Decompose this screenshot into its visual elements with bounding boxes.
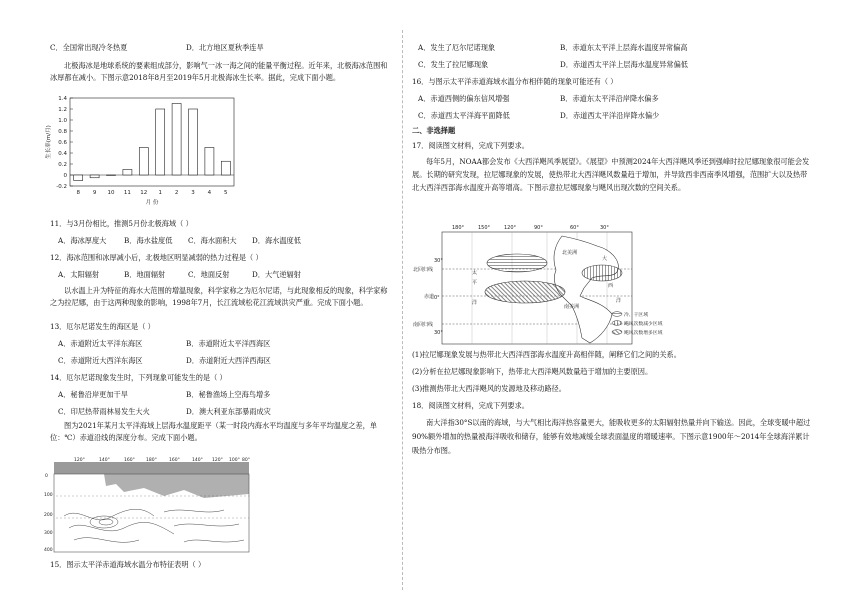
- q12-option-d: D．大气逆辐射: [252, 270, 301, 279]
- q10-option-c: C．全国常出现冷冬热夏: [50, 43, 128, 52]
- map-label-atlantic-3: 洋: [616, 298, 622, 304]
- hurricane-decrease-zone: [582, 265, 622, 281]
- bar: [74, 175, 83, 181]
- legend-hurricane-decrease: 飓风次数减少区域: [624, 322, 663, 327]
- y-tick-label: 1.4: [58, 95, 67, 102]
- x-tick-label: 1: [158, 190, 162, 196]
- sea-ice-growth-chart: [42, 92, 242, 214]
- bottom-map-lon-6: 140°: [192, 458, 203, 463]
- x-tick-label: 2: [174, 190, 179, 196]
- q14-option-d: D．澳大利亚东部暴雨成灾: [186, 407, 271, 416]
- x-tick-label: 3: [191, 190, 195, 196]
- map-label-pacific-3: 洋: [472, 300, 478, 306]
- y-tick-label: 0.6: [58, 139, 67, 146]
- q16-option-d: D．赤道西太平洋沿岸降水偏少: [560, 111, 660, 120]
- y-tick-label: 0.4: [58, 150, 67, 157]
- q15-option-c: C．发生了拉尼娜现象: [418, 60, 489, 69]
- x-tick-label: 8: [76, 190, 80, 196]
- q13-question: 13．厄尔尼诺发生的海区是（ ）: [50, 322, 155, 331]
- bottom-map-depth-400: 400: [44, 548, 53, 553]
- q17-sub-2: (2)分析在拉尼娜现象影响下，热带北大西洋飓风数量趋于增加的主要原因。: [412, 367, 653, 376]
- map-lon-150: 150°: [478, 225, 491, 231]
- bottom-map-lon-8: 100°: [229, 458, 240, 463]
- column-divider: [402, 30, 403, 590]
- q18-text: 南大洋指30°S以南的海域，与大气相比海洋热容量更大，能吸收更多的太阳辐射热量并向下输送。因此，全球变暖中超过90%额外增加的热量被海洋吸收和储存，能够有效地减缓全球表面温度的增暖速率。下图示意1900年～2014年全球海洋累计吸热分布图。: [412, 418, 811, 455]
- q12-option-b: B．地面辐射: [124, 270, 166, 279]
- q11-option-b: B．海水盐度低: [124, 236, 173, 245]
- q11-option-d: D．海水温度低: [252, 236, 301, 245]
- q10-option-d: D．北方地区夏秋季连旱: [186, 43, 264, 52]
- q17-sub-1: (1)拉尼娜现象发展与热带北大西洋西部海水温度升高相伴随，阐释它们之间的关系。: [412, 350, 681, 359]
- legend-dry: 冷、干区域: [624, 313, 648, 318]
- bar: [205, 148, 214, 176]
- q13-option-d: D．赤道附近大西洋西海区: [186, 356, 271, 365]
- q18-question: 18．阅读图文材料，完成下列要求。: [412, 401, 529, 410]
- bottom-map-depth-100: 100: [44, 493, 53, 498]
- bottom-map-lon-9: 80°: [242, 458, 250, 463]
- map-lon-30: 30°: [600, 225, 609, 231]
- q15-option-a: A．发生了厄尔尼诺现象: [418, 43, 496, 52]
- hurricane-increase-zone: [485, 281, 565, 303]
- x-tick-label: 11: [123, 190, 131, 196]
- map-label-equator: 赤道: [424, 294, 435, 300]
- map-label-atlantic-1: 大: [602, 256, 608, 262]
- bottom-map-lon-2: 140°: [99, 458, 110, 463]
- map-label-pacific-1: 太: [472, 270, 478, 276]
- q17-text: 每年5月，NOAA都会发布《大西洋飓风季展望》。《展望》中预测2024年大西洋飓风季还到强峰时拉尼娜现象很可能会发展。长期的研究发现，拉尼娜现象的发展，使热带北大西洋飓风数量趋于增加，并导致西非西南季风增强，范围扩大以及热带北大西洋西部海水温度升高等增高。下图示意拉尼娜现象与飓风出现次数的空间关系。: [412, 157, 810, 192]
- q15-option-b: B．赤道东太平洋上层海水温度异常偏高: [560, 43, 688, 52]
- map-lat-30n: 30°: [434, 258, 443, 264]
- bottom-map-lon-3: 160°: [124, 458, 135, 463]
- bar: [90, 175, 99, 178]
- bar: [188, 109, 197, 175]
- map-label-atlantic-2: 西: [608, 283, 614, 289]
- bottom-map-lon-1: 120°: [74, 458, 85, 463]
- map-lon-120: 120°: [504, 225, 517, 231]
- x-tick-label: 10: [107, 190, 115, 196]
- q14-option-b: B．秘鲁渔场上空海鸟增多: [186, 390, 271, 399]
- map-lon-90: 90°: [534, 225, 543, 231]
- bottom-map-lon-4: 180°: [146, 458, 157, 463]
- map-label-pacific-2: 平: [472, 280, 478, 286]
- x-axis-label: 月 份: [145, 200, 159, 206]
- x-tick-label: 9: [92, 190, 97, 196]
- q14-question: 14．厄尔尼诺现象发生时，下列现象可能发生的是（ ）: [50, 373, 227, 382]
- bar: [123, 170, 132, 176]
- q14-option-a: A．秘鲁沿岸更加干旱: [58, 390, 128, 399]
- x-tick-label: 5: [224, 190, 228, 196]
- q13-option-b: B．赤道附近太平洋西海区: [186, 339, 271, 348]
- q16-option-c: C．赤道西太平洋海平面降低: [418, 111, 510, 120]
- bar: [139, 148, 148, 176]
- y-axis-label: 生长率(m/月): [46, 125, 52, 159]
- bar: [221, 161, 230, 175]
- q16-question: 16．与图示太平洋赤道海域水温分布相伴随的现象可能还有（ ）: [412, 77, 618, 86]
- bottom-map-lon-5: 160°: [169, 458, 180, 463]
- arctic-intro: 北极海冰是地球系统的要素组成部分，影响气一冰一海之间的能量平衡过程。近年来，北极海冰范围和冰厚都在减小。下图示意2018年8月至2019年5月北极海冰生长率。据此，完成下面小题。: [50, 61, 388, 82]
- map-label-tropic-capricorn: 南回归线: [413, 322, 434, 328]
- map-lat-0: 0°: [434, 295, 440, 301]
- q12-question: 12．海冰范围和冰厚减小后，北极地区明显减弱的热力过程是（ ）: [50, 253, 263, 262]
- bottom-map-depth-200: 200: [44, 513, 53, 518]
- q17-question: 17．阅读图文材料，完成下列要求。: [412, 141, 529, 150]
- bar: [156, 109, 165, 175]
- q11-option-c: C．海水面积大: [188, 236, 237, 245]
- y-tick-label: 0: [63, 172, 67, 179]
- bar: [172, 104, 181, 176]
- q12-option-c: C．地面反射: [188, 270, 230, 279]
- lanina-intro: 以水温上升为特征的海水大范围的增温现象，科学家称之为厄尔尼诺，与此现象相反的现象，科学家称之为拉尼娜，由于这两种现象的影响，1998年7月，长江流域松花江流域洪灾严重。完成下面小题。: [50, 286, 388, 307]
- section-2-heading: 二、非选择题: [412, 126, 456, 135]
- y-tick-label: 0.2: [58, 161, 67, 168]
- q16-option-a: A．赤道西侧的偏东信风增强: [418, 94, 510, 103]
- q11-question: 11．与3月份相比，推测5月份北极海域（ ）: [50, 219, 193, 228]
- x-tick-label: 4: [207, 190, 212, 196]
- x-tick-label: 12: [140, 190, 148, 196]
- map-label-north-america: 北美洲: [562, 250, 578, 256]
- q16-option-b: B．赤道东太平洋沿岸降水偏多: [560, 94, 659, 103]
- pacific-2021-intro: 图为2021年某月太平洋海域上层海水温度距平（某一时段内海水平均温度与多年平均温度之差，单位：℃）赤道沿线的深度分布。完成下面小题。: [50, 421, 377, 442]
- q15-question: 15．图示太平洋赤道海域水温分布特征表明（ ）: [50, 560, 206, 569]
- lanina-hurricane-map: [412, 222, 672, 346]
- y-tick-label: 1.2: [58, 106, 67, 113]
- map-lon-60: 60°: [570, 225, 579, 231]
- legend-hurricane-increase: 飓风次数增多区域: [624, 331, 663, 336]
- map-lat-30s: 30°: [434, 330, 443, 336]
- map-lon-180: 180°: [452, 225, 465, 231]
- dry-zone-1: [487, 254, 547, 272]
- y-tick-label: 1.0: [58, 117, 67, 124]
- map-label-south-america: 南美洲: [564, 304, 580, 310]
- bottom-map-lon-7: 120°: [212, 458, 223, 463]
- map-label-tropic-cancer: 北回归线: [413, 267, 434, 273]
- q11-option-a: A．海冰厚度大: [58, 236, 107, 245]
- q17-sub-3: (3)推测热带北大西洋飓风的发源地及移动路径。: [412, 384, 566, 393]
- bottom-map-depth-300: 300: [44, 531, 53, 536]
- q14-option-c: C．印尼热带雨林易发生大火: [58, 407, 150, 416]
- q15-option-d: D．赤道西太平洋上层海水温度异常偏低: [560, 60, 688, 69]
- q13-option-a: A．赤道附近太平洋东海区: [58, 339, 143, 348]
- y-tick-label: 0.8: [58, 128, 67, 135]
- q13-option-c: C．赤道附近大西洋东海区: [58, 356, 143, 365]
- q12-option-a: A．太阳辐射: [58, 270, 100, 279]
- pacific-depth-map: [44, 456, 254, 556]
- y-tick-label: -0.2: [56, 183, 67, 190]
- bottom-map-depth-0: 0: [45, 474, 48, 479]
